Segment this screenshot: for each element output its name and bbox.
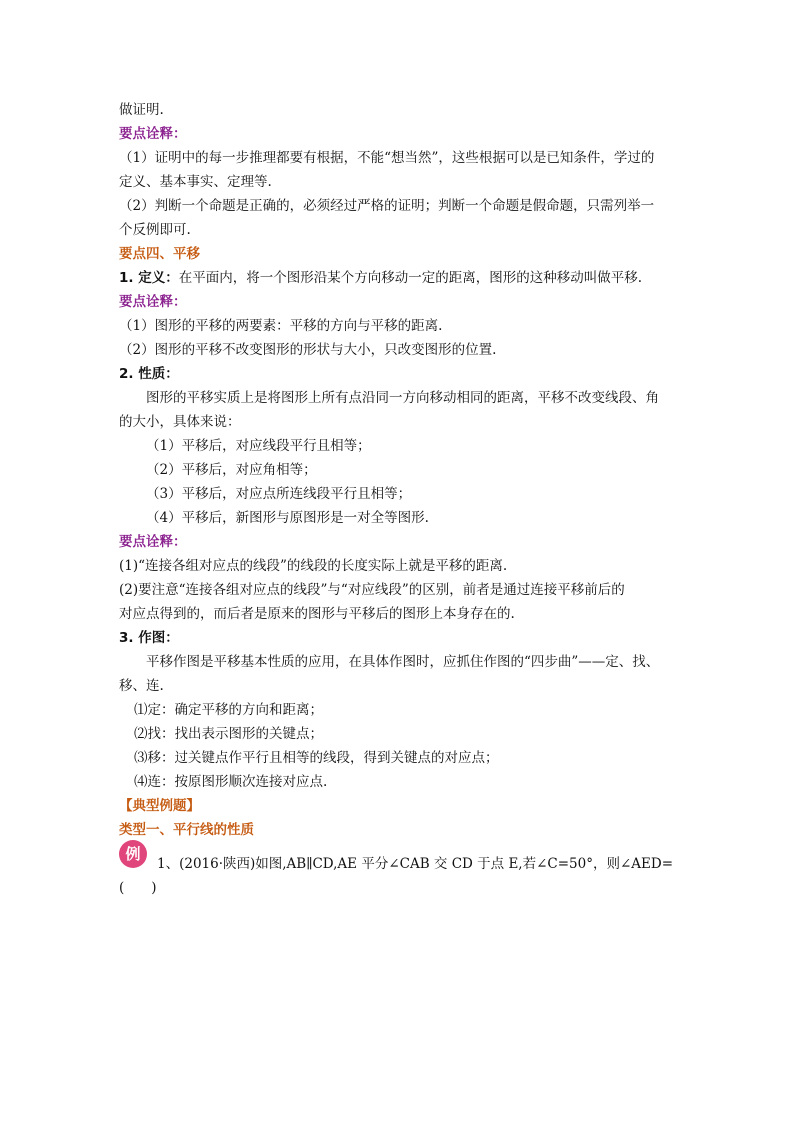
list-item: ⑶移：过关键点作平行且相等的线段，得到关键点的对应点；: [134, 750, 499, 766]
example-answer-blank: ( ): [119, 880, 157, 896]
list-item: （2）平移后，对应角相等；: [146, 462, 317, 478]
property-label: 2. 性质：: [119, 366, 179, 382]
text-line: 图形的平移实质上是将图形上所有点沿同一方向移动相同的距离，平移不改变线段、角: [146, 390, 659, 406]
key-point-note-heading: 要点诠释：: [119, 126, 187, 142]
text-line: 平移作图是平移基本性质的应用，在具体作图时，应抓住作图的“四步曲”——定、找、: [146, 654, 660, 670]
construction-label: 3. 作图：: [119, 630, 179, 646]
text-line: 定义、基本事实、定理等.: [119, 174, 272, 190]
definition-label: 1. 定义：: [119, 270, 179, 286]
text-line: 对应点得到的，而后者是原来的图形与平移后的图形上本身存在的.: [119, 606, 515, 622]
list-item: ⑵找：找出表示图形的关键点；: [134, 726, 323, 742]
text-line: （1）证明中的每一步推理都要有根据，不能“想当然”，这些根据可以是已知条件，学过的: [119, 150, 655, 166]
text-line: （1）图形的平移的两要素：平移的方向与平移的距离.: [119, 318, 443, 334]
text-line: （2）判断一个命题是正确的，必须经过严格的证明；判断一个命题是假命题，只需列举一: [119, 198, 655, 214]
typical-examples-heading: 【典型例题】: [119, 798, 200, 814]
example-question-text: 1、(2016·陕西)如图,AB∥CD,AE 平分∠CAB 交 CD 于点 E,若∠C=50°，则∠AED=: [157, 856, 674, 872]
list-item: （3）平移后，对应点所连线段平行且相等；: [146, 486, 412, 502]
list-item: （1）平移后，对应线段平行且相等；: [146, 438, 371, 454]
definition-text: 在平面内，将一个图形沿某个方向移动一定的距离，图形的这种移动叫做平移.: [178, 270, 643, 286]
key-point-note-heading: 要点诠释：: [119, 534, 187, 550]
example-badge-icon: 例: [119, 840, 147, 868]
text-line: (2)要注意“连接各组对应点的线段”与“对应线段”的区别，前者是通过连接平移前后的: [119, 582, 625, 598]
list-item: （4）平移后，新图形与原图形是一对全等图形.: [146, 510, 429, 526]
text-line: 做证明.: [119, 102, 164, 118]
list-item: ⑴定：确定平移的方向和距离；: [134, 702, 323, 718]
list-item: ⑷连：按原图形顺次连接对应点.: [134, 774, 328, 790]
text-line: 个反例即可.: [119, 222, 191, 238]
text-line: 的大小，具体来说：: [119, 414, 241, 430]
type-one-heading: 类型一、平行线的性质: [119, 822, 254, 838]
example-row: [119, 845, 679, 876]
text-line: (1)“连接各组对应点的线段”的线段的长度实际上就是平移的距离.: [119, 558, 508, 574]
key-point-note-heading: 要点诠释：: [119, 294, 187, 310]
section-heading-translation: 要点四、平移: [119, 246, 200, 262]
text-line: 移、连.: [119, 678, 164, 694]
document-page: [119, 98, 679, 900]
text-line: （2）图形的平移不改变图形的形状与大小，只改变图形的位置.: [119, 342, 497, 358]
definition-line: [119, 266, 679, 290]
